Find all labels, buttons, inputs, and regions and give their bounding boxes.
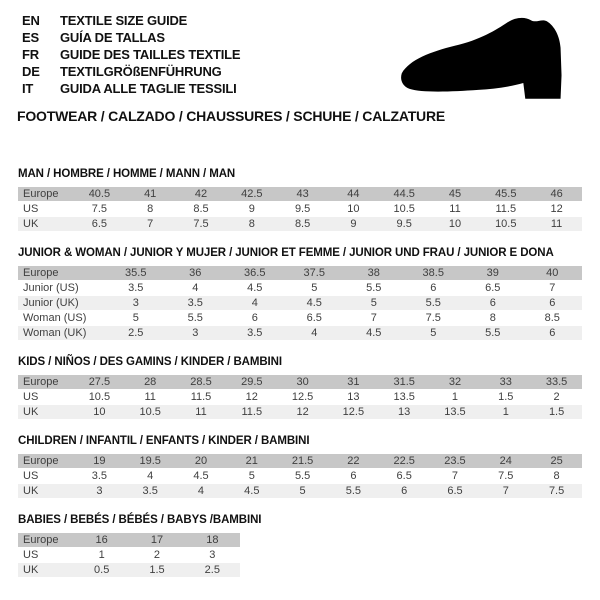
size-cell: 21 (226, 454, 277, 469)
size-section-babies (18, 514, 582, 578)
table-row (18, 311, 582, 326)
size-cell: 3 (185, 548, 240, 563)
size-table (18, 375, 582, 420)
size-cell: 8 (226, 217, 277, 232)
size-cell: 4 (285, 326, 345, 341)
size-cell: 4 (225, 296, 285, 311)
row-label: UK (18, 484, 74, 499)
size-cell: 23.5 (430, 454, 481, 469)
language-code: EN (22, 13, 40, 28)
size-cell: 6.5 (285, 311, 345, 326)
language-row (22, 63, 240, 80)
size-cell: 2.5 (106, 326, 166, 341)
size-cell: 3 (166, 326, 226, 341)
size-cell: 5 (404, 326, 464, 341)
size-cell: 8.5 (277, 217, 328, 232)
table-row (18, 217, 582, 232)
size-cell: 22 (328, 454, 379, 469)
size-cell: 7 (523, 281, 583, 296)
size-cell: 12.5 (328, 405, 379, 420)
size-cell: 10 (74, 405, 125, 420)
size-section-man (18, 168, 582, 232)
row-label: Europe (18, 266, 106, 281)
size-cell: 16 (74, 533, 129, 548)
size-cell: 6 (463, 296, 523, 311)
size-cell: 30 (277, 375, 328, 390)
size-cell: 36.5 (225, 266, 285, 281)
size-cell: 8 (125, 202, 176, 217)
row-label: Woman (UK) (18, 326, 106, 341)
size-cell: 6.5 (74, 217, 125, 232)
language-code: ES (22, 30, 39, 45)
size-cell: 45.5 (480, 187, 531, 202)
language-row (22, 12, 240, 29)
language-code: IT (22, 81, 34, 96)
language-title: GUIDE DES TAILLES TEXTILE (60, 47, 241, 62)
language-title: GUÍA DE TALLAS (60, 30, 165, 45)
size-cell: 20 (176, 454, 227, 469)
size-cell: 1.5 (480, 390, 531, 405)
size-cell: 10 (430, 217, 481, 232)
section-title: BABIES / BEBÉS / BÉBÉS / BABYS /BAMBINI (18, 514, 262, 526)
size-cell: 21.5 (277, 454, 328, 469)
size-cell: 1.5 (129, 563, 184, 578)
size-cell: 7 (480, 484, 531, 499)
table-row (18, 469, 582, 484)
size-cell: 7 (344, 311, 404, 326)
size-cell: 38.5 (404, 266, 464, 281)
size-section-junior-woman (18, 247, 582, 341)
size-cell: 6 (379, 484, 430, 499)
size-cell: 18 (185, 533, 240, 548)
size-cell: 2 (531, 390, 582, 405)
language-code: FR (22, 47, 39, 62)
size-cell: 17 (129, 533, 184, 548)
row-label: Junior (UK) (18, 296, 106, 311)
size-cell: 13 (328, 390, 379, 405)
size-cell: 10.5 (125, 405, 176, 420)
size-cell: 40.5 (74, 187, 125, 202)
size-cell: 7.5 (74, 202, 125, 217)
row-label: Europe (18, 454, 74, 469)
category-title: FOOTWEAR / CALZADO / CHAUSSURES / SCHUHE / CALZATURE (17, 108, 446, 124)
size-cell: 44.5 (379, 187, 430, 202)
row-label: Europe (18, 533, 74, 548)
row-label: UK (18, 405, 74, 420)
size-cell: 6 (523, 296, 583, 311)
table-row (18, 533, 240, 548)
size-cell: 3.5 (166, 296, 226, 311)
row-label: UK (18, 217, 74, 232)
size-cell: 2.5 (185, 563, 240, 578)
size-cell: 7.5 (531, 484, 582, 499)
size-cell: 5.5 (463, 326, 523, 341)
row-label: Junior (US) (18, 281, 106, 296)
size-cell: 28 (125, 375, 176, 390)
size-cell: 12 (531, 202, 582, 217)
size-cell: 10 (328, 202, 379, 217)
size-cell: 8.5 (176, 202, 227, 217)
size-cell: 6 (328, 469, 379, 484)
size-cell: 10.5 (74, 390, 125, 405)
size-table (18, 533, 240, 578)
size-cell: 1 (430, 390, 481, 405)
size-cell: 5.5 (328, 484, 379, 499)
size-cell: 3 (106, 296, 166, 311)
size-cell: 19 (74, 454, 125, 469)
size-section-kids (18, 356, 582, 420)
size-cell: 12 (226, 390, 277, 405)
size-cell: 45 (430, 187, 481, 202)
size-cell: 31.5 (379, 375, 430, 390)
size-cell: 13.5 (430, 405, 481, 420)
size-cell: 4.5 (285, 296, 345, 311)
size-cell: 40 (523, 266, 583, 281)
size-cell: 4 (166, 281, 226, 296)
size-cell: 3.5 (74, 469, 125, 484)
size-cell: 11 (125, 390, 176, 405)
table-row (18, 296, 582, 311)
size-cell: 36 (166, 266, 226, 281)
size-cell: 7 (125, 217, 176, 232)
language-title: TEXTILGRÖßENFÜHRUNG (60, 64, 222, 79)
size-cell: 1 (480, 405, 531, 420)
table-row (18, 548, 240, 563)
language-title: GUIDA ALLE TAGLIE TESSILI (60, 81, 237, 96)
size-cell: 13.5 (379, 390, 430, 405)
row-label: Europe (18, 375, 74, 390)
size-cell: 6.5 (463, 281, 523, 296)
size-cell: 3.5 (125, 484, 176, 499)
size-cell: 11 (176, 405, 227, 420)
size-cell: 11.5 (226, 405, 277, 420)
size-cell: 5.5 (404, 296, 464, 311)
size-table (18, 266, 582, 341)
language-code: DE (22, 64, 40, 79)
size-cell: 9.5 (379, 217, 430, 232)
size-cell: 1.5 (531, 405, 582, 420)
size-cell: 4.5 (344, 326, 404, 341)
size-cell: 12.5 (277, 390, 328, 405)
size-cell: 5 (344, 296, 404, 311)
size-cell: 31 (328, 375, 379, 390)
section-title: CHILDREN / INFANTIL / ENFANTS / KINDER / BAMBINI (18, 435, 310, 447)
section-title: JUNIOR & WOMAN / JUNIOR Y MUJER / JUNIOR ET FEMME / JUNIOR UND FRAU / JUNIOR E DONA (18, 247, 554, 259)
table-row (18, 202, 582, 217)
size-cell: 4.5 (176, 469, 227, 484)
table-row (18, 405, 582, 420)
size-cell: 42 (176, 187, 227, 202)
size-cell: 22.5 (379, 454, 430, 469)
size-cell: 3 (74, 484, 125, 499)
size-cell: 4.5 (226, 484, 277, 499)
section-title: KIDS / NIÑOS / DES GAMINS / KINDER / BAMBINI (18, 356, 282, 368)
size-cell: 13 (379, 405, 430, 420)
size-cell: 7 (430, 469, 481, 484)
size-table (18, 454, 582, 499)
size-cell: 38 (344, 266, 404, 281)
table-row (18, 266, 582, 281)
table-row (18, 375, 582, 390)
size-cell: 39 (463, 266, 523, 281)
size-cell: 5 (277, 484, 328, 499)
size-cell: 4 (125, 469, 176, 484)
size-cell: 28.5 (176, 375, 227, 390)
size-cell: 33 (480, 375, 531, 390)
size-cell: 8 (463, 311, 523, 326)
size-cell: 6 (404, 281, 464, 296)
table-row (18, 187, 582, 202)
dress-shoe-icon (392, 14, 588, 108)
size-cell: 6.5 (379, 469, 430, 484)
size-cell: 12 (277, 405, 328, 420)
size-cell: 9 (328, 217, 379, 232)
size-section-children (18, 435, 582, 499)
size-cell: 19.5 (125, 454, 176, 469)
size-cell: 44 (328, 187, 379, 202)
size-cell: 8 (531, 469, 582, 484)
size-cell: 6 (225, 311, 285, 326)
size-cell: 42.5 (226, 187, 277, 202)
table-row (18, 326, 582, 341)
language-row (22, 80, 240, 97)
size-cell: 6.5 (430, 484, 481, 499)
size-cell: 7.5 (480, 469, 531, 484)
size-tables (18, 168, 582, 593)
size-cell: 5 (285, 281, 345, 296)
size-cell: 0.5 (74, 563, 129, 578)
language-row (22, 29, 240, 46)
size-cell: 5.5 (344, 281, 404, 296)
size-cell: 7.5 (404, 311, 464, 326)
language-list (22, 12, 240, 97)
size-cell: 5 (226, 469, 277, 484)
table-row (18, 281, 582, 296)
size-cell: 9 (226, 202, 277, 217)
size-cell: 41 (125, 187, 176, 202)
size-cell: 2 (129, 548, 184, 563)
row-label: US (18, 390, 74, 405)
size-cell: 7.5 (176, 217, 227, 232)
size-cell: 4 (176, 484, 227, 499)
table-row (18, 563, 240, 578)
size-cell: 33.5 (531, 375, 582, 390)
size-cell: 5.5 (166, 311, 226, 326)
size-cell: 5.5 (277, 469, 328, 484)
size-cell: 3.5 (225, 326, 285, 341)
size-cell: 10.5 (480, 217, 531, 232)
size-cell: 4.5 (225, 281, 285, 296)
size-cell: 46 (531, 187, 582, 202)
size-cell: 11.5 (176, 390, 227, 405)
size-cell: 1 (74, 548, 129, 563)
row-label: Europe (18, 187, 74, 202)
language-row (22, 46, 240, 63)
size-cell: 3.5 (106, 281, 166, 296)
section-title: MAN / HOMBRE / HOMME / MANN / MAN (18, 168, 236, 180)
table-row (18, 454, 582, 469)
size-cell: 11.5 (480, 202, 531, 217)
language-title: TEXTILE SIZE GUIDE (60, 13, 188, 28)
row-label: US (18, 469, 74, 484)
table-row (18, 390, 582, 405)
row-label: US (18, 202, 74, 217)
size-cell: 11 (430, 202, 481, 217)
size-cell: 5 (106, 311, 166, 326)
size-cell: 37.5 (285, 266, 345, 281)
size-cell: 9.5 (277, 202, 328, 217)
table-row (18, 484, 582, 499)
size-cell: 35.5 (106, 266, 166, 281)
size-cell: 11 (531, 217, 582, 232)
size-cell: 29.5 (226, 375, 277, 390)
row-label: Woman (US) (18, 311, 106, 326)
size-cell: 24 (480, 454, 531, 469)
size-cell: 8.5 (523, 311, 583, 326)
size-cell: 32 (430, 375, 481, 390)
size-cell: 6 (523, 326, 583, 341)
size-cell: 10.5 (379, 202, 430, 217)
row-label: UK (18, 563, 74, 578)
size-cell: 27.5 (74, 375, 125, 390)
size-cell: 25 (531, 454, 582, 469)
size-table (18, 187, 582, 232)
row-label: US (18, 548, 74, 563)
size-cell: 43 (277, 187, 328, 202)
